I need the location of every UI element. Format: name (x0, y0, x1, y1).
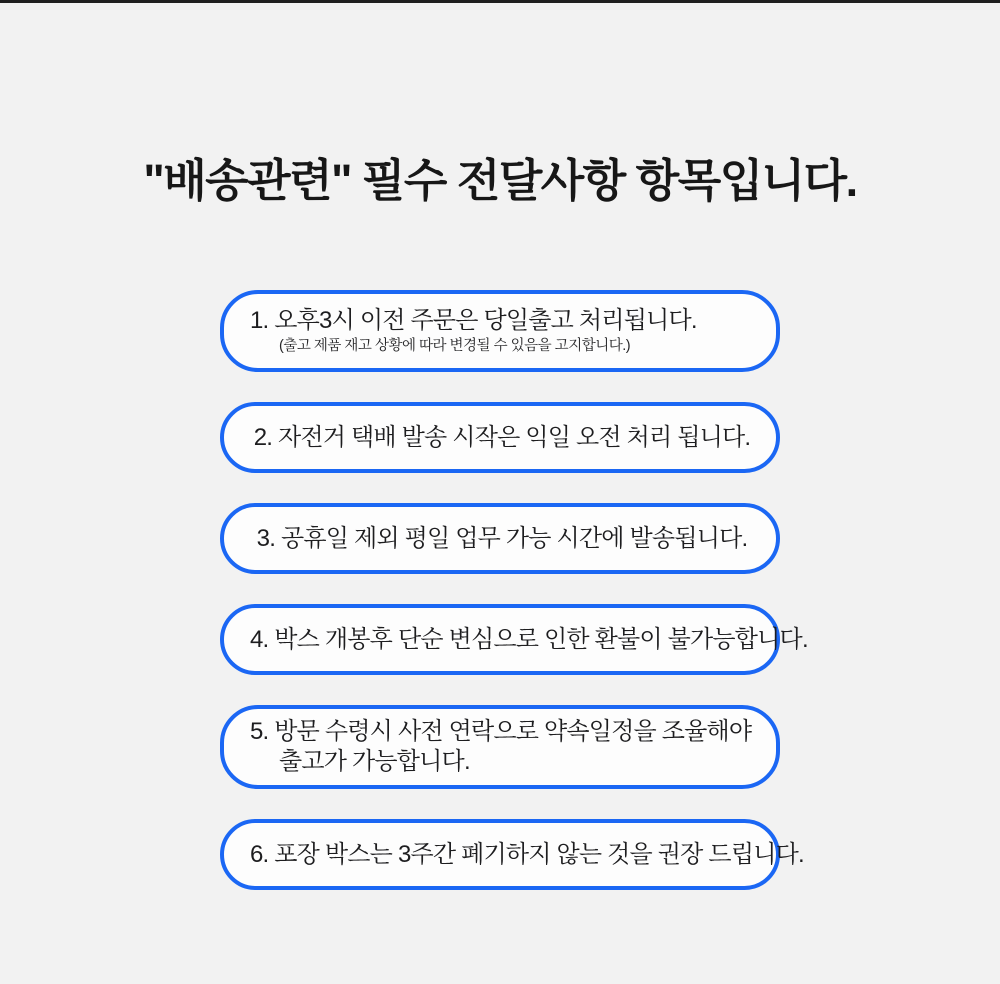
notice-text: 2. 자전거 택배 발송 시작은 익일 오전 처리 됩니다. (253, 423, 751, 451)
notice-text: 5. 방문 수령시 사전 연락으로 약속일정을 조율해야 (250, 718, 752, 745)
notice-text: 4. 박스 개봉후 단순 변심으로 인한 환불이 불가능합니다. (250, 625, 808, 653)
notice-item-2 (220, 402, 780, 473)
notice-item-5 (220, 705, 780, 789)
page-title: "배송관련" 필수 전달사항 항목입니다. (143, 155, 857, 206)
notice-text: 6. 포장 박스는 3주간 폐기하지 않는 것을 권장 드립니다. (250, 840, 804, 868)
notice-item-4 (220, 604, 808, 675)
notice-item-3 (220, 503, 780, 574)
notice-item-1 (220, 290, 780, 372)
notice-text: 3. 공휴일 제외 평일 업무 가능 시간에 발송됩니다. (256, 524, 748, 552)
notice-list (220, 290, 808, 890)
notice-text: 1. 오후3시 이전 주문은 당일출고 처리됩니다. (250, 307, 697, 334)
notice-subtext: (출고 제품 재고 상황에 따라 변경될 수 있음을 고지합니다.) (279, 338, 631, 354)
notice-item-6 (220, 819, 804, 890)
top-edge-divider (0, 0, 1000, 3)
notice-text-continuation: 출고가 가능합니다. (279, 748, 470, 775)
